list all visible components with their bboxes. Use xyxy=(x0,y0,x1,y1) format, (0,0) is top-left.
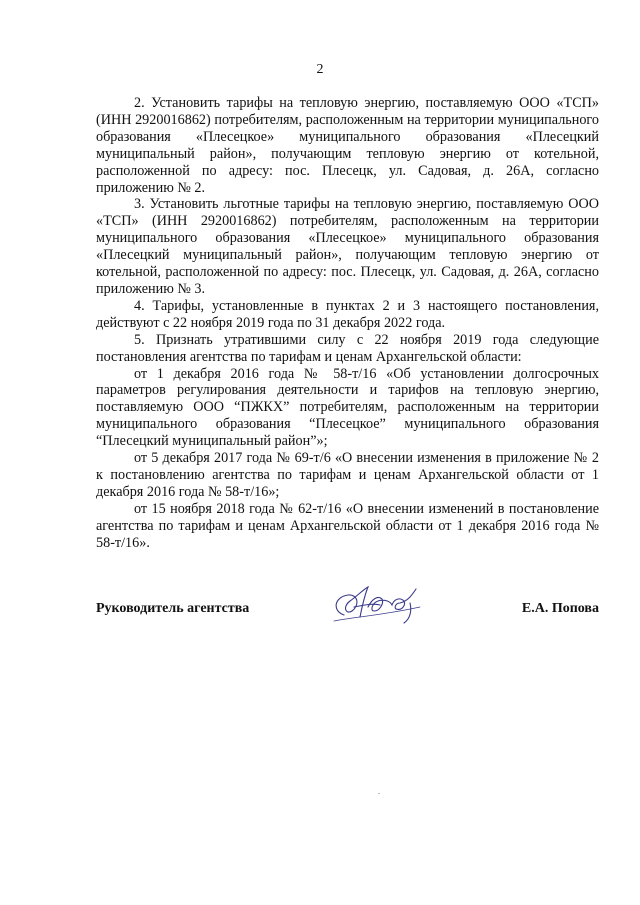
signatory-name: Е.А. Попова xyxy=(521,601,599,616)
handwritten-signature xyxy=(324,577,434,629)
signatory-title: Руководитель агентства xyxy=(96,601,250,616)
paragraph-item-5: 5. Признать утратившими силу с 22 ноября 2019 года следующие постановления агентства по тарифам и ценам Архангельской области: xyxy=(96,331,599,365)
repealed-act-1: от 1 декабря 2016 года № 58-т/16 «Об установлении долгосрочных параметров регулирования деятельности и тарифов на тепловую энергию, поставляемую ООО “ПЖКХ” потребителям, расположенным на территории муниципального образования “Плесецкое” муниципального образования “Плесецкий муниципальный район”»; xyxy=(96,365,599,450)
repealed-act-3: от 15 ноября 2018 года № 62-т/16 «О внесении изменений в постановление агентства по тарифам и ценам Архангельской области от 1 декабря 2016 года № 58-т/16». xyxy=(96,500,599,551)
signature-block xyxy=(96,595,599,635)
paragraph-item-4: 4. Тарифы, установленные в пунктах 2 и 3 настоящего постановления, действуют с 22 ноября 2019 года по 31 декабря 2022 года. xyxy=(96,297,599,331)
paragraph-item-2: 2. Установить тарифы на тепловую энергию, поставляемую ООО «ТСП» (ИНН 2920016862) потребителям, расположенным на территории муниципального образования «Плесецкое» муниципального образования «Плесецкий муниципальный район», получающим тепловую энергию от котельной, расположенной по адресу: пос. Плесецк, ул. Садовая, д. 26А, согласно приложению № 2. xyxy=(96,95,599,196)
repealed-act-2: от 5 декабря 2017 года № 69-т/6 «О внесении изменения в приложение № 2 к постановлению агентства по тарифам и ценам Архангельской области от 1 декабря 2016 года № 58-т/16»; xyxy=(96,450,599,500)
document-body xyxy=(96,95,599,551)
scan-artifact xyxy=(378,793,380,794)
paragraph-item-3: 3. Установить льготные тарифы на тепловую энергию, поставляемую ООО «ТСП» (ИНН 2920016862) потребителям, расположенным на территории муниципального образования «Плесецкое» муниципального образования «Плесецкий муниципальный район», получающим тепловую энергию от котельной, расположенной по адресу: пос. Плесецк, ул. Садовая, д. 26А, согласно приложению № 3. xyxy=(96,196,599,297)
page-number: 2 xyxy=(316,62,324,77)
